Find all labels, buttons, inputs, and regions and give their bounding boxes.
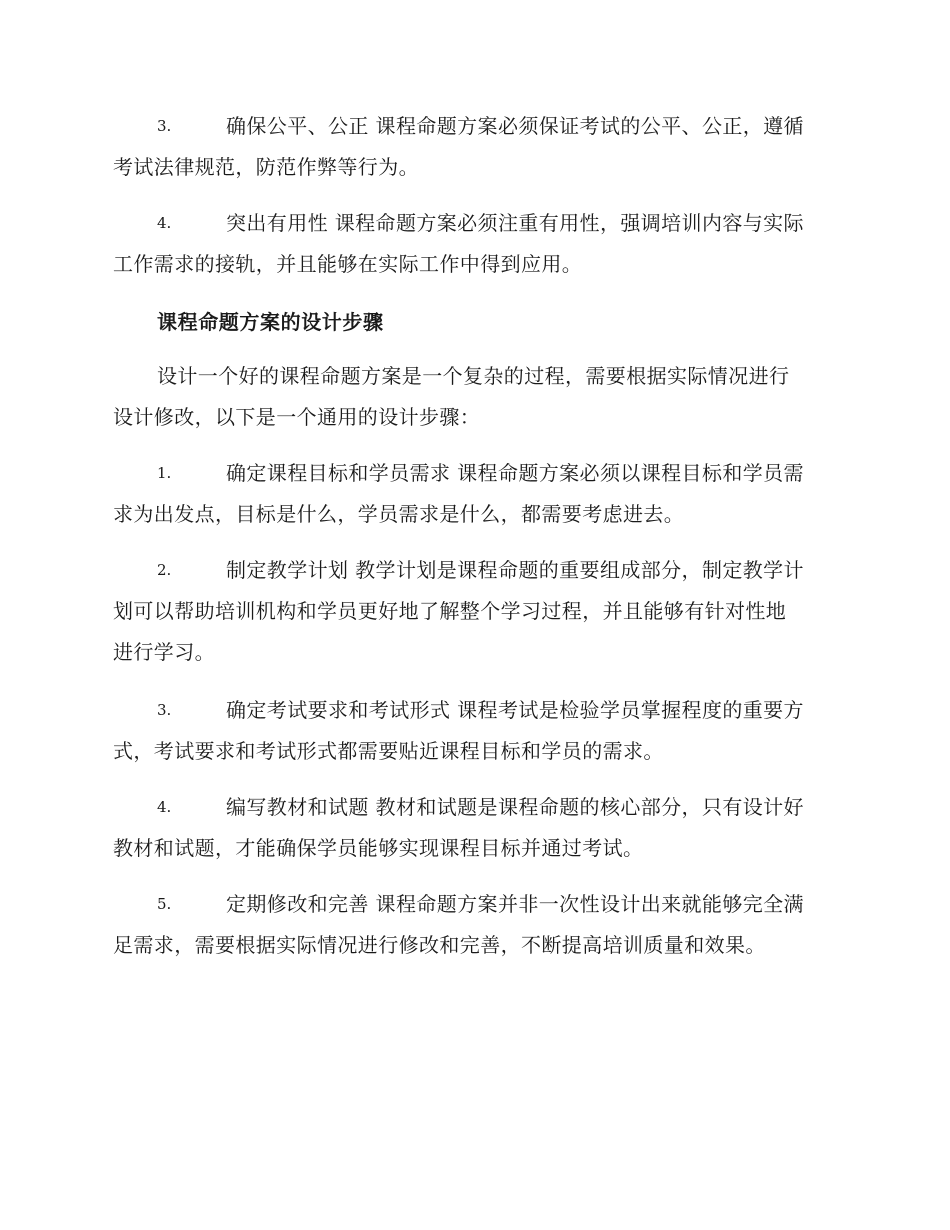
list-text-line: 确定考试要求和考试形式 课程考试是检验学员掌握程度的重要方 xyxy=(226,698,804,722)
paragraph-line: 设计一个好的课程命题方案是一个复杂的过程，需要根据实际情况进行 xyxy=(157,364,790,388)
list-item xyxy=(113,550,839,673)
list-text-line: 确定课程目标和学员需求 课程命题方案必须以课程目标和学员需 xyxy=(226,461,804,485)
paragraph-line: 设计修改，以下是一个通用的设计步骤： xyxy=(113,405,481,429)
list-item xyxy=(113,787,839,869)
list-number: 4. xyxy=(157,798,172,816)
list-text-line: 制定教学计划 教学计划是课程命题的重要组成部分，制定教学计 xyxy=(226,558,804,582)
list-number: 5. xyxy=(157,895,172,913)
list-text-line: 考试法律规范，防范作弊等行为。 xyxy=(113,155,419,179)
list-item xyxy=(113,453,839,535)
list-number: 1. xyxy=(157,464,172,482)
list-number: 3. xyxy=(157,117,172,135)
list-item xyxy=(113,884,839,966)
list-text-line: 求为出发点，目标是什么，学员需求是什么，都需要考虑进去。 xyxy=(113,502,685,526)
list-text-line: 突出有用性 课程命题方案必须注重有用性，强调培训内容与实际 xyxy=(226,211,804,235)
list-number: 3. xyxy=(157,701,172,719)
list-text-line: 式，考试要求和考试形式都需要贴近课程目标和学员的需求。 xyxy=(113,739,664,763)
list-text-line: 足需求，需要根据实际情况进行修改和完善，不断提高培训质量和效果。 xyxy=(113,933,766,957)
list-text-line: 教材和试题，才能确保学员能够实现课程目标并通过考试。 xyxy=(113,836,644,860)
list-text-line: 编写教材和试题 教材和试题是课程命题的核心部分，只有设计好 xyxy=(226,795,804,819)
list-item xyxy=(113,690,839,772)
list-text-line: 进行学习。 xyxy=(113,640,215,664)
list-number: 4. xyxy=(157,214,172,232)
list-item xyxy=(113,106,839,188)
list-text-line: 工作需求的接轨，并且能够在实际工作中得到应用。 xyxy=(113,252,583,276)
list-item xyxy=(113,203,839,285)
list-text-line: 划可以帮助培训机构和学员更好地了解整个学习过程，并且能够有针对性地 xyxy=(113,599,787,623)
intro-paragraph xyxy=(113,356,839,438)
list-text-line: 确保公平、公正 课程命题方案必须保证考试的公平、公正，遵循 xyxy=(226,114,804,138)
list-text-line: 定期修改和完善 课程命题方案并非一次性设计出来就能够完全满 xyxy=(226,892,804,916)
section-heading: 课程命题方案的设计步骤 xyxy=(157,310,384,334)
list-number: 2. xyxy=(157,561,172,579)
